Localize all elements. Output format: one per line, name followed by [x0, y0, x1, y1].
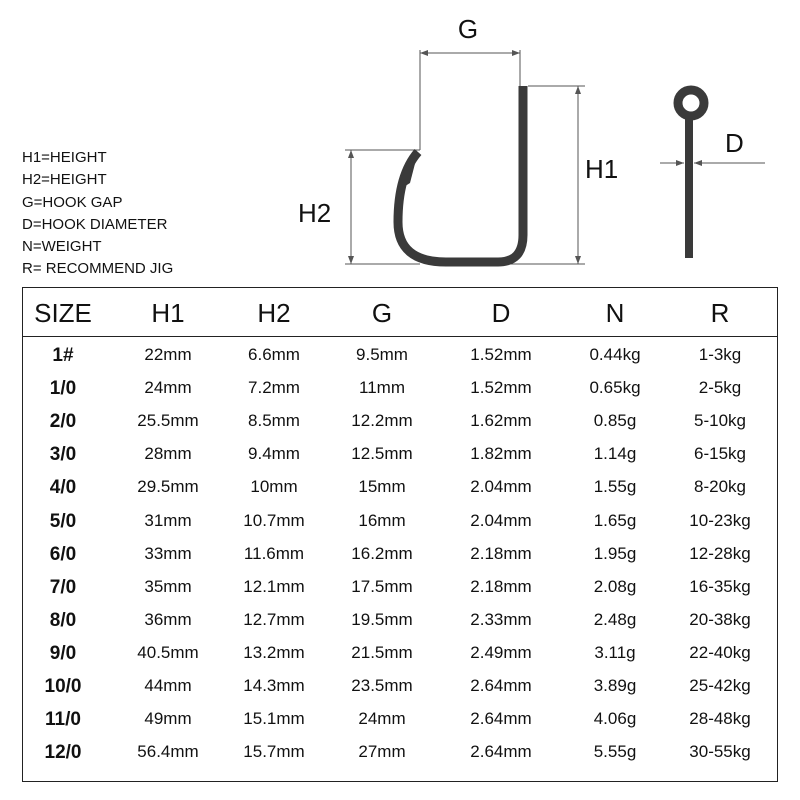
legend [22, 147, 173, 281]
cell-d: 2.33mm [470, 609, 532, 629]
header-n: N [605, 298, 625, 328]
cell-g: 17.5mm [351, 576, 413, 596]
cell-h1: 35mm [144, 576, 192, 596]
cell-n: 0.85g [593, 411, 637, 431]
cell-h1: 44mm [144, 676, 192, 695]
cell-h1: 40.5mm [137, 642, 199, 662]
cell-size: 3/0 [49, 444, 77, 466]
cell-h2: 14.3mm [243, 676, 305, 695]
cell-g: 24mm [358, 709, 406, 729]
cell-r: 25-42kg [689, 676, 751, 695]
cell-n: 1.65g [593, 510, 637, 530]
hook-shape [398, 86, 523, 262]
cell-size: 2/0 [49, 411, 77, 433]
cell-d: 2.64mm [470, 676, 532, 695]
table-row [23, 444, 777, 476]
hook-side-view [678, 90, 704, 258]
cell-g: 16mm [358, 510, 406, 530]
cell-g: 15mm [358, 477, 406, 497]
cell-size: 11/0 [45, 709, 81, 731]
table-row [23, 577, 777, 609]
height1-label: H1 [585, 154, 619, 184]
cell-r: 12-28kg [689, 543, 751, 563]
cell-r: 5-10kg [694, 411, 746, 431]
cell-size: 12/0 [44, 742, 82, 764]
cell-size: 5/0 [49, 510, 77, 532]
cell-g: 27mm [358, 742, 406, 762]
cell-h1: 31mm [144, 510, 192, 530]
cell-h2: 10.7mm [243, 510, 305, 530]
cell-n: 1.14g [593, 444, 637, 464]
cell-r: 22-40kg [689, 642, 751, 662]
legend-g: G=HOOK GAP [22, 193, 123, 211]
table-row [23, 544, 777, 576]
cell-d: 2.49mm [470, 642, 532, 662]
cell-size: 4/0 [49, 477, 77, 499]
cell-n: 0.44kg [589, 345, 641, 364]
cell-size: 7/0 [49, 576, 77, 598]
cell-g: 12.5mm [351, 444, 413, 464]
cell-h1: 33mm [144, 543, 192, 563]
table-row [23, 610, 777, 642]
diameter-dimension [660, 128, 765, 166]
cell-size: 9/0 [49, 642, 77, 664]
table-row [23, 411, 777, 443]
cell-d: 2.04mm [470, 477, 532, 497]
table-row [23, 477, 777, 509]
cell-n: 1.95g [593, 543, 637, 563]
cell-h1: 24mm [144, 378, 192, 398]
cell-r: 1-3kg [698, 345, 742, 364]
cell-h1: 28mm [144, 444, 192, 464]
cell-h1: 56.4mm [137, 742, 199, 762]
cell-n: 1.55g [593, 477, 637, 497]
header-g: G [371, 298, 393, 328]
cell-d: 2.64mm [470, 709, 532, 729]
cell-d: 2.04mm [470, 510, 532, 530]
legend-h1: H1=HEIGHT [22, 149, 107, 166]
cell-r: 2-5kg [698, 378, 742, 398]
cell-d: 2.18mm [470, 576, 532, 596]
table-row [23, 378, 777, 410]
cell-g: 16.2mm [351, 543, 413, 563]
header-r: R [710, 298, 730, 328]
cell-n: 2.48g [593, 609, 637, 629]
table-row [23, 643, 777, 675]
cell-g: 19.5mm [351, 609, 413, 629]
table-header [23, 288, 777, 337]
header-h1: H1 [151, 298, 185, 328]
cell-r: 6-15kg [694, 444, 746, 464]
cell-r: 10-23kg [689, 510, 751, 530]
table-row [23, 676, 777, 708]
cell-d: 1.52mm [470, 345, 532, 364]
cell-g: 11mm [359, 378, 405, 398]
cell-h2: 12.7mm [243, 609, 305, 629]
cell-h2: 15.7mm [243, 742, 305, 762]
table-row [23, 742, 777, 774]
cell-h1: 36mm [144, 609, 192, 629]
cell-n: 0.65kg [589, 378, 641, 398]
cell-h2: 15.1mm [243, 709, 305, 729]
cell-r: 30-55kg [689, 742, 751, 762]
header-d: D [491, 298, 511, 328]
cell-n: 3.89g [593, 676, 637, 695]
cell-h2: 10mm [250, 477, 298, 497]
cell-h1: 49mm [144, 709, 192, 729]
cell-d: 1.82mm [470, 444, 532, 464]
cell-n: 5.55g [593, 742, 637, 762]
table-row [23, 511, 777, 543]
cell-n: 3.11g [594, 642, 636, 662]
cell-h2: 9.4mm [248, 444, 300, 464]
cell-d: 2.18mm [470, 543, 532, 563]
cell-g: 23.5mm [351, 676, 413, 695]
legend-n: N=WEIGHT [22, 238, 102, 256]
cell-h2: 11.6mm [243, 543, 305, 563]
cell-size: 8/0 [49, 609, 77, 631]
gap-label: G [457, 14, 479, 44]
diameter-label: D [725, 128, 744, 158]
cell-size: 6/0 [49, 543, 77, 565]
size-spec-table [22, 287, 778, 782]
cell-h2: 8.5mm [248, 411, 300, 431]
cell-n: 2.08g [593, 576, 637, 596]
cell-g: 21.5mm [351, 642, 413, 662]
legend-d: D=HOOK DIAMETER [22, 215, 168, 233]
cell-r: 28-48kg [689, 709, 751, 729]
cell-size: 10/0 [44, 676, 82, 697]
header-size: SIZE [34, 298, 92, 328]
cell-r: 16-35kg [689, 576, 751, 596]
cell-h2: 6.6mm [248, 345, 300, 364]
cell-n: 4.06g [593, 709, 637, 729]
legend-r: R= RECOMMEND JIG [22, 260, 174, 278]
cell-h1: 25.5mm [137, 411, 199, 431]
cell-r: 8-20kg [694, 477, 746, 497]
cell-h2: 7.2mm [248, 378, 300, 398]
cell-h2: 13.2mm [243, 642, 305, 662]
gap-dimension [420, 14, 520, 150]
cell-h1: 22mm [144, 345, 192, 364]
header-h2: H2 [257, 298, 291, 328]
height2-label: H2 [298, 198, 332, 228]
cell-d: 1.62mm [470, 411, 532, 431]
legend-h2: H2=HEIGHT [22, 171, 107, 189]
cell-d: 1.52mm [470, 378, 532, 398]
cell-size: 1# [52, 345, 74, 366]
cell-size: 1/0 [49, 378, 77, 400]
table-row [23, 345, 777, 377]
table-row [23, 709, 777, 741]
cell-h1: 29.5mm [137, 477, 199, 497]
cell-g: 12.2mm [351, 411, 413, 431]
cell-h2: 12.1mm [243, 576, 305, 596]
cell-d: 2.64mm [470, 742, 532, 762]
cell-g: 9.5mm [356, 345, 408, 364]
cell-r: 20-38kg [689, 609, 751, 629]
